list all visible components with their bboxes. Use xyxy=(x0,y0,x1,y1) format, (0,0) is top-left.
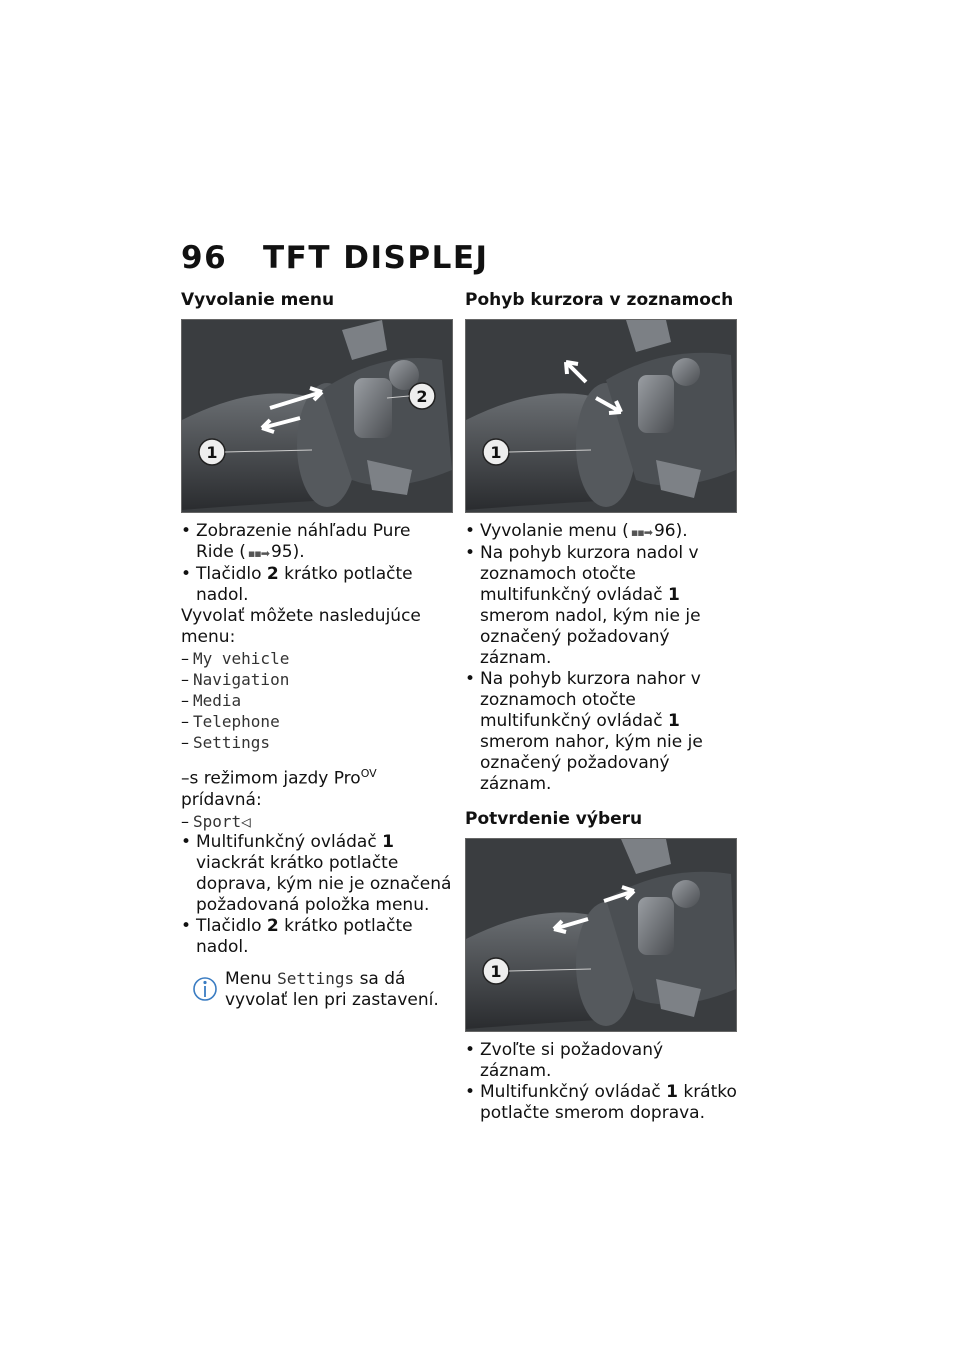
instruction-list-2 xyxy=(181,832,453,958)
handlebar-scroll-illustration xyxy=(466,320,736,512)
list-item: • Zobrazenie náhľadu Pure Ride ( ▪▪➡ 95). xyxy=(181,521,453,564)
extra-menu-list xyxy=(181,811,453,832)
handlebar-figure xyxy=(181,319,453,513)
list-item: • Tlačidlo 2 krátko potlačte nadol. xyxy=(181,564,453,606)
menu-item-navigation: – Navigation xyxy=(181,669,453,690)
info-icon xyxy=(193,974,217,1004)
chapter-title: TFT DISPLEJ xyxy=(263,240,489,276)
additional-label: prídavná: xyxy=(181,789,262,810)
callout-2: 2 xyxy=(416,387,428,406)
cursor-instruction-list xyxy=(465,521,737,795)
callout-1: 1 xyxy=(206,443,218,462)
confirm-instruction-list xyxy=(465,1040,737,1124)
handlebar-illustration xyxy=(182,320,452,512)
page-number: 96 xyxy=(181,240,228,276)
pro-mode-note: –s režimom jazdy Pro$^{OV}$ xyxy=(181,767,377,789)
triangle-left-icon: ◁ xyxy=(241,811,251,831)
info-text: Menu Settings sa dá vyvolať len pri zastavení. xyxy=(225,968,439,1010)
handlebar-confirm-illustration xyxy=(466,839,736,1031)
instruction-list xyxy=(181,521,453,606)
menu-item-telephone: – Telephone xyxy=(181,711,453,732)
list-item: • Zvoľte si požadovaný záznam. xyxy=(465,1040,737,1082)
page-header xyxy=(181,240,489,276)
menu-item-media: – Media xyxy=(181,690,453,711)
section-heading-cursor: Pohyb kurzora v zoznamoch xyxy=(465,290,734,310)
handlebar-figure-scroll xyxy=(465,319,737,513)
menu-item-settings: – Settings xyxy=(181,732,453,753)
right-column xyxy=(465,290,737,1124)
section-heading-confirm: Potvrdenie výberu xyxy=(465,809,643,829)
menu-list xyxy=(181,648,453,753)
callout-1: 1 xyxy=(490,443,502,462)
list-item: • Na pohyb kurzora nahor v zoznamoch otočte multifunkčný ovládač 1 smerom nahor, kým nie je označený požadovaný záznam. xyxy=(465,669,737,795)
list-item: • Vyvolanie menu ( ▪▪➡ 96). xyxy=(465,521,737,543)
handlebar-figure-confirm xyxy=(465,838,737,1032)
callout-1: 1 xyxy=(490,962,502,981)
menu-item-sport: – Sport◁ xyxy=(181,811,453,832)
left-column xyxy=(181,290,453,1011)
reference-arrow-icon: ▪▪➡ xyxy=(247,547,269,560)
reference-arrow-icon: ▪▪➡ xyxy=(630,526,652,539)
list-item: • Multifunkčný ovládač 1 krátko potlačte smerom doprava. xyxy=(465,1082,737,1124)
menu-item-my-vehicle: – My vehicle xyxy=(181,648,453,669)
menu-intro: Vyvolať môžete nasledujúce menu: xyxy=(181,606,421,647)
list-item: • Multifunkčný ovládač 1 viackrát krátko potlačte doprava, kým nie je označená požadovaná položka menu. xyxy=(181,832,453,916)
section-heading: Vyvolanie menu xyxy=(181,290,335,310)
list-item: • Tlačidlo 2 krátko potlačte nadol. xyxy=(181,916,453,958)
info-note xyxy=(181,968,453,1011)
list-item: • Na pohyb kurzora nadol v zoznamoch otočte multifunkčný ovládač 1 smerom nadol, kým nie je označený požadovaný záznam. xyxy=(465,543,737,669)
